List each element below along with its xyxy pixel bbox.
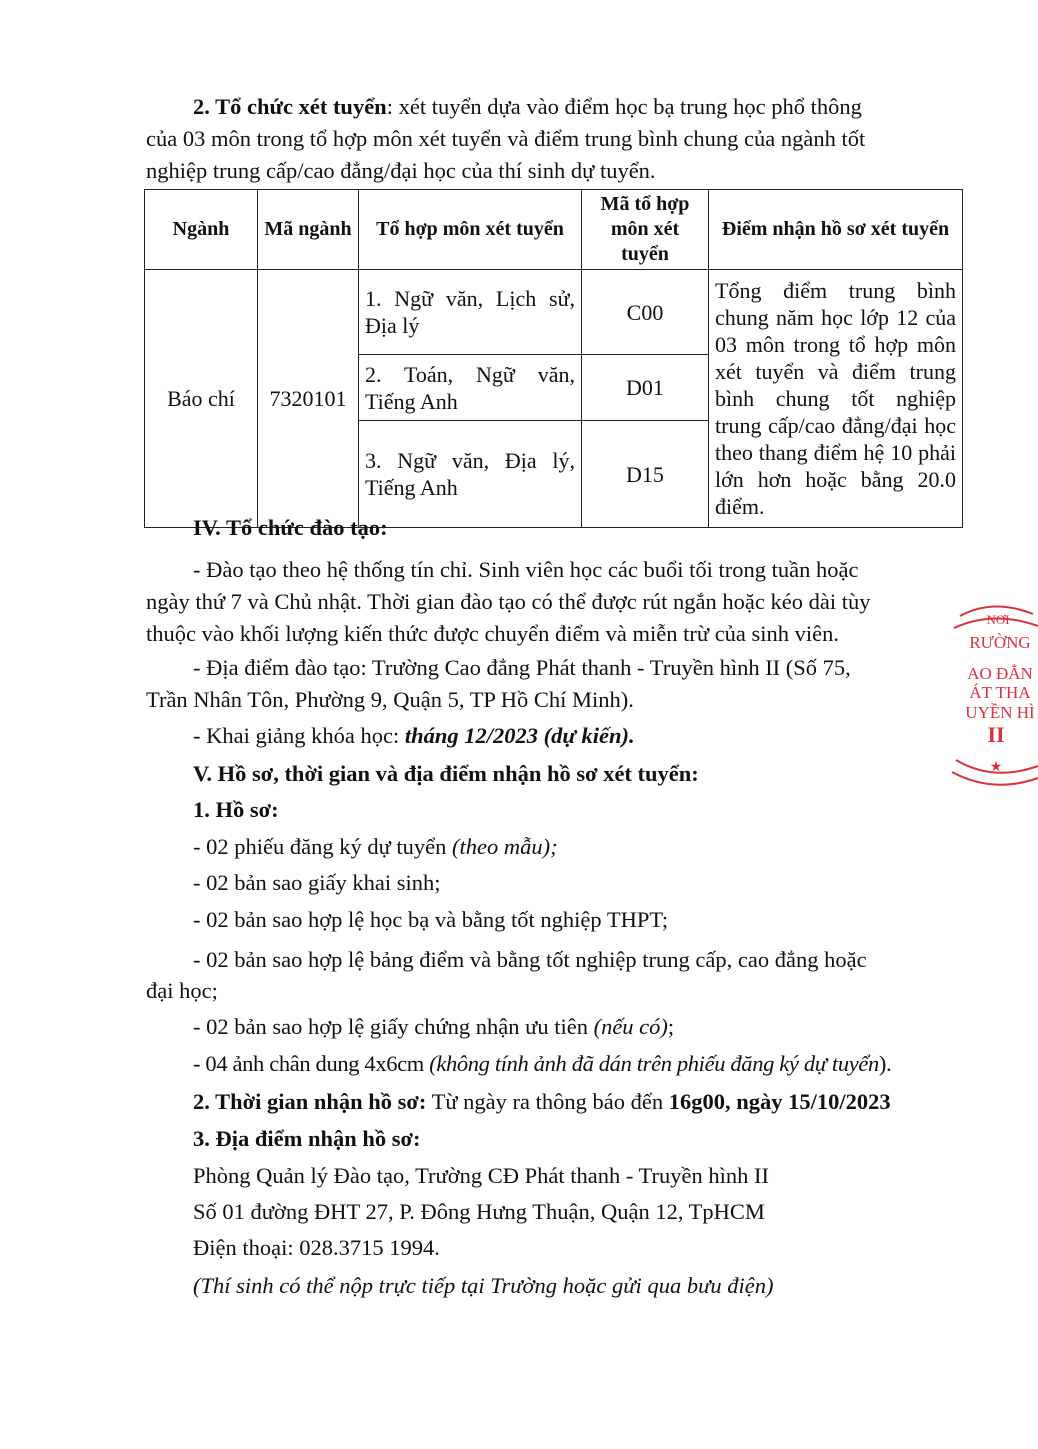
table-row xyxy=(145,270,963,355)
section4-p1-line1: - Đào tạo theo hệ thống tín chỉ. Sinh viên học các buổi tối trong tuần hoặc xyxy=(193,557,859,582)
combo-subjects-2: 2. Toán, Ngữ văn, Tiếng Anh xyxy=(359,355,582,421)
criteria-cell: Tổng điểm trung bình chung năm học lớp 12 của 03 môn trong tổ hợp môn xét tuyển và điểm trung bình chung tốt nghiệp trung cấp/cao đẳng/đại học theo thang điểm hệ 10 phải lớn hơn hoặc bằng 20.0 điểm. xyxy=(709,270,963,528)
section2-line2: của 03 môn trong tổ hợp môn xét tuyển và điểm trung bình chung của ngành tốt xyxy=(146,126,866,151)
section4-p2-line2: Trần Nhân Tôn, Phường 9, Quận 5, TP Hồ Chí Minh). xyxy=(146,687,634,712)
stamp-text: UYỀN HÌ xyxy=(965,703,1035,722)
stamp-text: ÁT THA xyxy=(969,683,1031,702)
opening-date: tháng 12/2023 (dự kiến). xyxy=(404,723,635,748)
header-major-code: Mã ngành xyxy=(258,190,359,270)
header-major: Ngành xyxy=(145,190,258,270)
section2-line1: 2. Tổ chức xét tuyển: xét tuyển dựa vào điểm học bạ trung học phổ thông xyxy=(193,94,862,119)
submission-note: (Thí sinh có thể nộp trực tiếp tại Trường hoặc gửi qua bưu điện) xyxy=(193,1273,774,1298)
list-item-continued: đại học; xyxy=(146,978,218,1003)
deadline: 16g00, ngày 15/10/2023 xyxy=(668,1089,891,1114)
office-address: Số 01 đường ĐHT 27, P. Đông Hưng Thuận, Quận 12, TpHCM xyxy=(193,1199,765,1224)
section5-sub3: 3. Địa điểm nhận hồ sơ: xyxy=(193,1126,421,1151)
list-item: - 02 bản sao hợp lệ bảng điểm và bằng tốt nghiệp trung cấp, cao đẳng hoặc xyxy=(193,947,867,972)
section4-p1-line2: ngày thứ 7 và Chủ nhật. Thời gian đào tạo có thể được rút ngắn hoặc kéo dài tùy xyxy=(146,589,871,614)
admission-table xyxy=(144,189,963,528)
section4-p2-line1: - Địa điểm đào tạo: Trường Cao đẳng Phát thanh - Truyền hình II (Số 75, xyxy=(193,655,851,680)
table-header-row xyxy=(145,190,963,270)
combo-subjects-3: 3. Ngữ văn, Địa lý, Tiếng Anh xyxy=(359,421,582,528)
list-item: - 02 bản sao giấy khai sinh; xyxy=(193,870,441,895)
combo-code-3: D15 xyxy=(582,421,709,528)
seal-stamp-icon xyxy=(948,600,1038,790)
header-combination: Tổ hợp môn xét tuyển xyxy=(359,190,582,270)
combo-code-2: D01 xyxy=(582,355,709,421)
section2-line3: nghiệp trung cấp/cao đẳng/đại học của thí sinh dự tuyển. xyxy=(146,158,656,183)
list-item: - 02 phiếu đăng ký dự tuyển (theo mẫu); xyxy=(193,834,558,859)
section4-p1-line3: thuộc vào khối lượng kiến thức được chuyển điểm và miễn trừ của sinh viên. xyxy=(146,621,840,646)
list-item: - 02 bản sao hợp lệ giấy chứng nhận ưu tiên (nếu có); xyxy=(193,1014,675,1039)
stamp-text: AO ĐẲN xyxy=(967,664,1033,683)
section5-sub2: 2. Thời gian nhận hồ sơ: Từ ngày ra thông báo đến 16g00, ngày 15/10/2023 xyxy=(193,1089,891,1114)
stamp-star-icon: ★ xyxy=(989,760,1003,775)
section4-heading: IV. Tổ chức đào tạo: xyxy=(193,515,388,540)
list-item: - 04 ảnh chân dung 4x6cm (không tính ảnh đã dán trên phiếu đăng ký dự tuyển). xyxy=(193,1051,892,1076)
stamp-text: NƠI xyxy=(986,612,1010,627)
major-cell: Báo chí xyxy=(145,270,258,528)
office-phone: Điện thoại: 028.3715 1994. xyxy=(193,1235,440,1260)
office-name: Phòng Quản lý Đào tạo, Trường CĐ Phát thanh - Truyền hình II xyxy=(193,1163,769,1188)
section5-sub1: 1. Hồ sơ: xyxy=(193,797,279,822)
stamp-text: RƯỜNG xyxy=(969,633,1031,652)
combo-code-1: C00 xyxy=(582,270,709,355)
list-item: - 02 bản sao hợp lệ học bạ và bằng tốt nghiệp THPT; xyxy=(193,907,669,932)
header-score: Điểm nhận hồ sơ xét tuyển xyxy=(709,190,963,270)
header-combination-code: Mã tổ hợp môn xét tuyển xyxy=(582,190,709,270)
section4-p3: - Khai giảng khóa học: tháng 12/2023 (dự kiến). xyxy=(193,723,635,748)
section2-heading: 2. Tổ chức xét tuyển xyxy=(193,94,387,119)
combo-subjects-1: 1. Ngữ văn, Lịch sử, Địa lý xyxy=(359,270,582,355)
major-code-cell: 7320101 xyxy=(258,270,359,528)
stamp-text: II xyxy=(987,722,1005,747)
section5-heading: V. Hồ sơ, thời gian và địa điểm nhận hồ sơ xét tuyển: xyxy=(193,761,699,786)
